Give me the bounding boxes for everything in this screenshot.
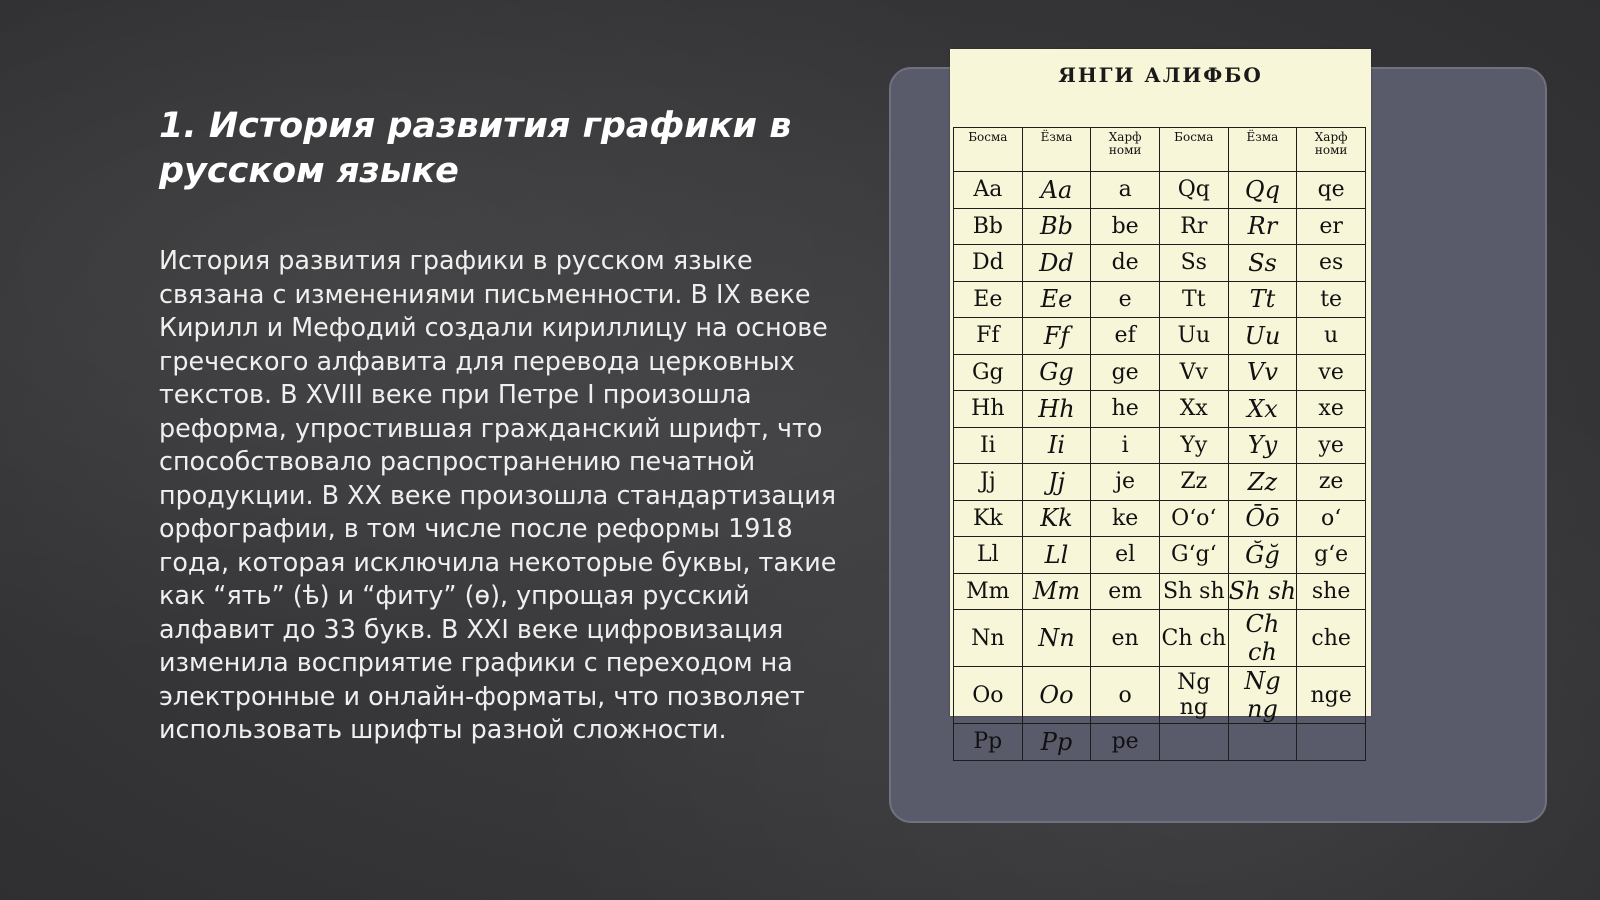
table-row: [954, 245, 1366, 282]
header-cell: Босма: [954, 128, 1023, 172]
table-cell: Uu: [1228, 318, 1297, 355]
table-row: [954, 667, 1366, 724]
table-row: [954, 318, 1366, 355]
table-cell: ze: [1297, 464, 1366, 501]
header-cell: Харф номи: [1297, 128, 1366, 172]
table-cell: Bb: [954, 208, 1023, 245]
table-row: [954, 464, 1366, 501]
header-cell: Босма: [1159, 128, 1228, 172]
table-cell: Nn: [1022, 610, 1091, 667]
table-cell: je: [1091, 464, 1160, 501]
slide-body-text: История развития графики в русском языке связана с изменениями письменности. В IX веке Кирилл и Мефодий создали кириллицу на основе греческого алфавита для перевода церковных текстов. В XVIII веке при Петре I произошла реформа, упростившая гражданский шрифт, что способствовало распространению печатной продукции. В XX веке произошла стандартизация орфографии, в том числе после реформы 1918 года, которая исключила некоторые буквы, такие как “ять” (ѣ) и “фиту” (ѳ), упрощая русский алфавит до 33 букв. В XXI веке цифровизация изменила восприятие графики с переходом на электронные и онлайн-форматы, что позволяет использовать шрифты разной сложности.: [159, 245, 837, 744]
table-cell: G‘g‘: [1159, 537, 1228, 574]
table-cell: [1228, 724, 1297, 761]
table-cell: Ii: [954, 427, 1023, 464]
table-cell: Gg: [1022, 354, 1091, 391]
slide-title: 1. История развития графики в русском языке: [159, 106, 792, 191]
table-cell: Ng ng: [1228, 667, 1297, 724]
table-cell: Aa: [954, 172, 1023, 209]
table-cell: Bb: [1022, 208, 1091, 245]
table-cell: Zz: [1228, 464, 1297, 501]
table-row: [954, 500, 1366, 537]
table-cell: Tt: [1159, 281, 1228, 318]
table-cell: ke: [1091, 500, 1160, 537]
table-cell: Vv: [1228, 354, 1297, 391]
table-cell: Ğğ: [1228, 537, 1297, 574]
table-cell: i: [1091, 427, 1160, 464]
table-cell: g‘e: [1297, 537, 1366, 574]
table-cell: Xx: [1159, 391, 1228, 428]
header-cell: Ёзма: [1022, 128, 1091, 172]
table-cell: Hh: [954, 391, 1023, 428]
table-cell: Zz: [1159, 464, 1228, 501]
table-cell: xe: [1297, 391, 1366, 428]
table-cell: Oo: [1022, 667, 1091, 724]
table-cell: O‘o‘: [1159, 500, 1228, 537]
table-cell: Jj: [954, 464, 1023, 501]
table-cell: ve: [1297, 354, 1366, 391]
table-cell: Kk: [1022, 500, 1091, 537]
table-row: [954, 724, 1366, 761]
table-cell: Ll: [1022, 537, 1091, 574]
alphabet-image: [950, 49, 1371, 756]
table-cell: [1297, 724, 1366, 761]
table-cell: qe: [1297, 172, 1366, 209]
table-cell: Ch ch: [1159, 610, 1228, 667]
table-cell: a: [1091, 172, 1160, 209]
table-row: [954, 537, 1366, 574]
table-cell: el: [1091, 537, 1160, 574]
table-cell: Mm: [954, 573, 1023, 610]
table-cell: Uu: [1159, 318, 1228, 355]
table-cell: [1159, 724, 1228, 761]
alphabet-table: [953, 127, 1366, 761]
table-cell: che: [1297, 610, 1366, 667]
table-row: [954, 610, 1366, 667]
table-cell: Jj: [1022, 464, 1091, 501]
table-cell: Yy: [1159, 427, 1228, 464]
table-row: [954, 427, 1366, 464]
table-cell: she: [1297, 573, 1366, 610]
table-cell: Ii: [1022, 427, 1091, 464]
table-cell: er: [1297, 208, 1366, 245]
table-cell: Ff: [1022, 318, 1091, 355]
table-cell: nge: [1297, 667, 1366, 724]
table-row: [954, 172, 1366, 209]
table-row: [954, 208, 1366, 245]
table-cell: ef: [1091, 318, 1160, 355]
table-cell: ge: [1091, 354, 1160, 391]
table-cell: en: [1091, 610, 1160, 667]
table-cell: Sh sh: [1228, 573, 1297, 610]
table-cell: Gg: [954, 354, 1023, 391]
table-cell: Ss: [1159, 245, 1228, 282]
table-cell: Sh sh: [1159, 573, 1228, 610]
table-cell: Vv: [1159, 354, 1228, 391]
table-cell: e: [1091, 281, 1160, 318]
table-cell: pe: [1091, 724, 1160, 761]
table-cell: o: [1091, 667, 1160, 724]
table-cell: Ss: [1228, 245, 1297, 282]
table-cell: o‘: [1297, 500, 1366, 537]
table-cell: Qq: [1228, 172, 1297, 209]
table-cell: Aa: [1022, 172, 1091, 209]
alphabet-title: ЯНГИ АЛИФБО: [1058, 63, 1263, 87]
table-cell: Pp: [1022, 724, 1091, 761]
table-row: [954, 391, 1366, 428]
table-cell: te: [1297, 281, 1366, 318]
table-cell: Xx: [1228, 391, 1297, 428]
table-cell: Ch ch: [1228, 610, 1297, 667]
table-cell: Hh: [1022, 391, 1091, 428]
table-cell: Ee: [954, 281, 1023, 318]
table-cell: Kk: [954, 500, 1023, 537]
header-cell: Харф номи: [1091, 128, 1160, 172]
table-cell: u: [1297, 318, 1366, 355]
table-cell: Ng ng: [1159, 667, 1228, 724]
table-cell: Tt: [1228, 281, 1297, 318]
table-cell: Ōō: [1228, 500, 1297, 537]
table-cell: Ll: [954, 537, 1023, 574]
table-row: [954, 354, 1366, 391]
table-cell: Rr: [1159, 208, 1228, 245]
table-cell: he: [1091, 391, 1160, 428]
header-cell: Ёзма: [1228, 128, 1297, 172]
table-cell: Dd: [954, 245, 1023, 282]
table-cell: Ee: [1022, 281, 1091, 318]
table-header-row: [954, 128, 1366, 172]
alphabet-table-body: [954, 172, 1366, 761]
table-cell: be: [1091, 208, 1160, 245]
table-cell: em: [1091, 573, 1160, 610]
table-cell: Rr: [1228, 208, 1297, 245]
table-cell: Qq: [1159, 172, 1228, 209]
table-cell: Pp: [954, 724, 1023, 761]
table-cell: Mm: [1022, 573, 1091, 610]
table-cell: de: [1091, 245, 1160, 282]
table-row: [954, 573, 1366, 610]
table-row: [954, 281, 1366, 318]
table-cell: Oo: [954, 667, 1023, 724]
table-cell: Ff: [954, 318, 1023, 355]
table-cell: ye: [1297, 427, 1366, 464]
table-cell: es: [1297, 245, 1366, 282]
table-cell: Yy: [1228, 427, 1297, 464]
table-cell: Dd: [1022, 245, 1091, 282]
table-cell: Nn: [954, 610, 1023, 667]
